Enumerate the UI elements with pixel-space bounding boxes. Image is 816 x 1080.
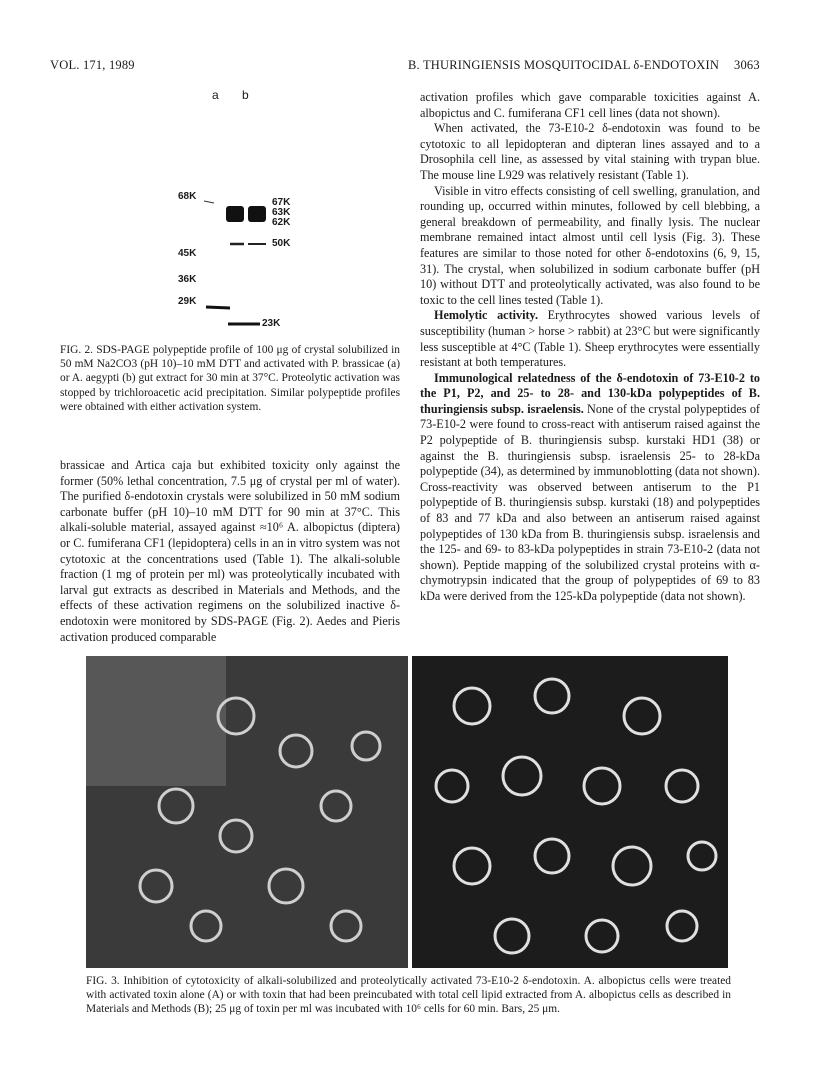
- marker-62k: 62K: [272, 217, 291, 228]
- paragraph-activation: activation profiles which gave comparable toxicities against A. albopictus and C. fumiferana CF1 cell lines (data not shown).: [420, 90, 760, 120]
- immunological-heading: Immunological relatedness of the δ-endotoxin of 73-E10-2 to the P1, P2, and 25- to 28- and 130-kDa polypeptides of B. thuringiensis subsp. israelensis.: [420, 370, 760, 416]
- left-column: [60, 458, 400, 645]
- marker-36k: 36K: [178, 274, 197, 285]
- marker-45k: 45K: [178, 248, 197, 259]
- hemolytic-heading: Hemolytic activity.: [434, 308, 539, 323]
- lane-b-label: b: [242, 88, 249, 102]
- paragraph-effects: Visible in vitro effects consisting of cell swelling, granulation, and rounding up, occurred within minutes, followed by cell blebbing, a general breakdown of permeability, and finally lysis. The nuclear membrane remained intact almost until cell lysis (Fig. 3). These features are similar to those noted for other δ-endotoxins (6, 9, 15, 31). The crystal, when solubilized in sodium carbonate buffer (pH 10) without DTT and proteolytically activated, was also found to be toxic to the cell lines tested (Table 1).: [420, 183, 760, 307]
- marker-23k: 23K: [262, 318, 281, 329]
- figure-3-caption: FIG. 3. Inhibition of cytotoxicity of alkali-solubilized and proteolytically activated 73-E10-2 δ-endotoxin. A. albopictus cells were treated with activated toxin alone (A) or with toxin that had been preincubated with total cell lipid extracted from A. albopictus cells as described in Materials and Methods (B); 25 μg of toxin per ml was incubated with 10⁶ cells for 60 min. Bars, 25 μm.: [86, 975, 731, 1016]
- marker-29k: 29K: [178, 296, 197, 307]
- micrograph-panel-b: [412, 656, 728, 968]
- figure-2-gel: [160, 88, 400, 338]
- right-column: [420, 90, 760, 605]
- micrograph-panel-a: [86, 656, 408, 968]
- page-number: 3063: [734, 58, 760, 72]
- figure-2-caption: FIG. 2. SDS-PAGE polypeptide profile of 100 μg of crystal solubilized in 50 mM Na2CO3 (pH 10)–10 mM DTT and activated with P. brassicae (a) or A. aegypti (b) gut extract for 30 min at 37°C. Proteolytic activation was stopped by trichloroacetic acid precipitation. Similar polypeptide profiles were obtained with either activation system.: [60, 344, 400, 413]
- paragraph-cytotoxic: When activated, the 73-E10-2 δ-endotoxin was found to be cytotoxic to all lepidopteran and dipteran lines assayed and to a Drosophila cell line, as assessed by vital staining with trypan blue. The mouse line L929 was relatively resistant (Table 1).: [420, 121, 760, 182]
- lane-a-label: a: [212, 88, 219, 102]
- running-title: B. THURINGIENSIS MOSQUITOCIDAL δ-ENDOTOXIN: [408, 58, 720, 72]
- hemolytic-text: Erythrocytes showed various levels of susceptibility (human > horse > rabbit) at 23°C but were significantly less susceptible at 4°C (Table 1). Sheep erythrocytes were essentially resistant at both temperatures.: [420, 308, 760, 370]
- paragraph-immunological: [420, 371, 760, 605]
- paragraph-hemolytic: [420, 308, 760, 370]
- micrograph-b-image: [412, 656, 728, 968]
- journal-volume: VOL. 171, 1989: [50, 58, 135, 72]
- marker-50k: 50K: [272, 238, 291, 249]
- body-paragraph: brassicae and Artica caja but exhibited toxicity only against the former (50% lethal concentration, 7.5 μg of crystal per ml of water). The purified δ-endotoxin crystals were solubilized in 50 mM sodium carbonate buffer (pH 10)–10 mM DTT for 90 min at 37°C. This alkali-soluble material, assayed against ≈10⁶ A. albopictus (diptera) or C. fumiferana CF1 (lepidoptera) cells in an in vitro system was not cytotoxic at the concentrations used (Table 1). The alkali-soluble fraction (1 mg of protein per ml) was proteolytically incubated with larval gut extracts as described in Materials and Methods, and the effects of these activation regimens on the solubilized inactive δ-endotoxin were monitored by SDS-PAGE (Fig. 2). Aedes and Pieris activation produced comparable: [60, 458, 400, 644]
- micrograph-a-image: [86, 656, 408, 968]
- immunological-text: None of the crystal polypeptides of 73-E10-2 were found to cross-react with antiserum raised against the P2 polypeptide of B. thuringiensis subsp. kurstaki HD1 (38) or against the B. thuringiensis subsp. israelensis 25- to 28-kDa polypeptide (34), as determined by immunoblotting (data not shown). Cross-reactivity was observed between antiserum to the P1 polypeptide of B. thuringiensis subsp. kurstaki (18) and polypeptides of 83 and 77 kDa and also between an antiserum raised against polypeptides of 130 kDa from B. thuringiensis subsp. israelensis and the 125- and 69- to 83-kDa polypeptides in strain 73-E10-2 (data not shown). Peptide mapping of the solubilized crystal proteins with α-chymotrypsin indicated that the group of polypeptides of 69 to 83 kDa were derived from the 125-kDa polypeptide (data not shown).: [420, 401, 760, 603]
- marker-67k: 67K: [272, 197, 291, 208]
- marker-63k: 63K: [272, 207, 291, 218]
- marker-68k: 68K: [178, 191, 197, 202]
